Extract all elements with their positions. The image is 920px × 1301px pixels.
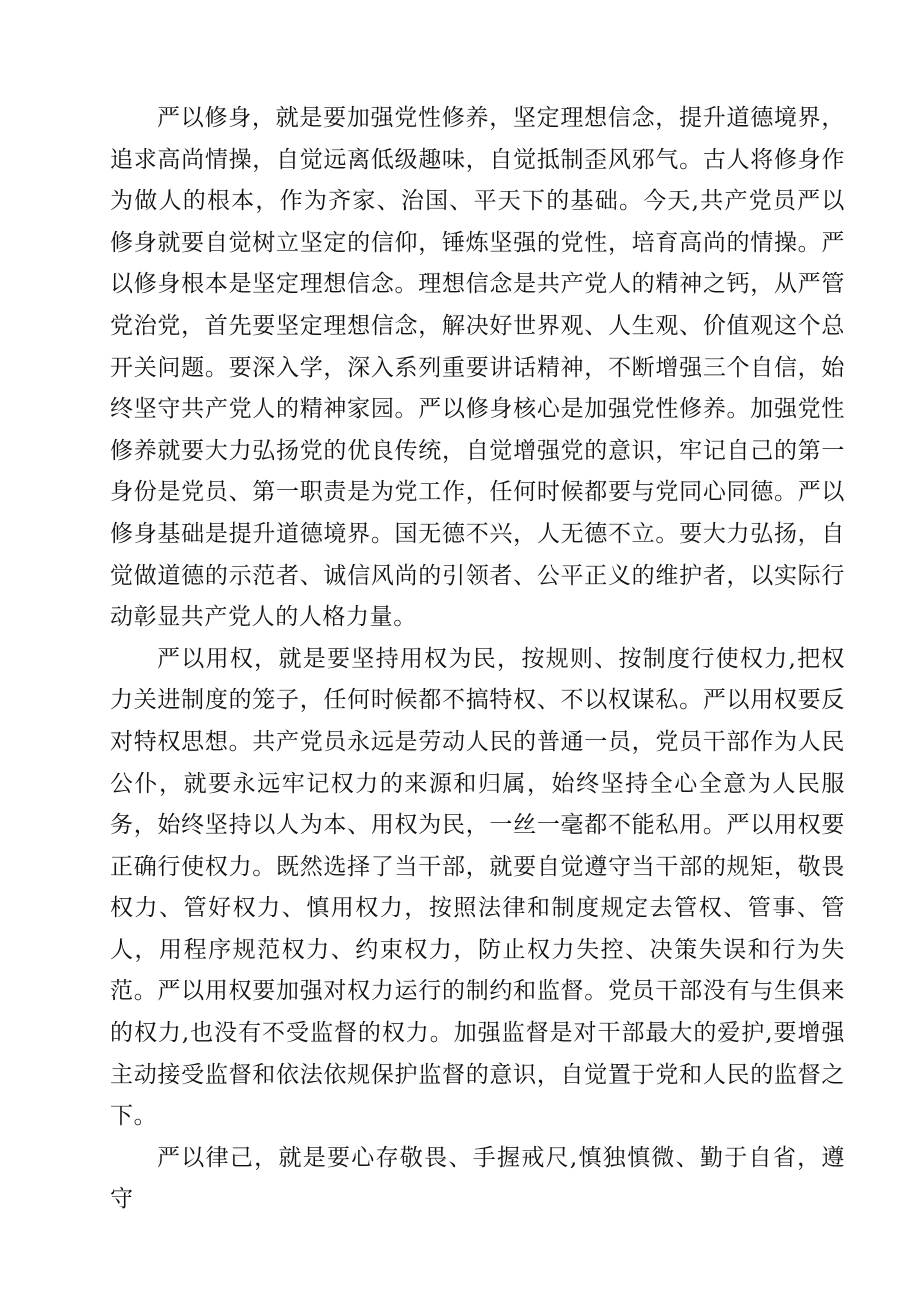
paragraph-strict-self-discipline: 严以律己，就是要心存敬畏、手握戒尺,慎独慎微、勤于自省，遵守 (110, 1144, 845, 1213)
document-body (110, 98, 845, 1221)
paragraph-strict-self-cultivation: 严以修身，就是要加强党性修养，坚定理想信念，提升道德境界，追求高尚情操，自觉远离低级趣味，自觉抵制歪风邪气。古人将修身作为做人的根本，作为齐家、治国、平天下的基础。今天,共产党员严以修身就要自觉树立坚定的信仰，锤炼坚强的党性，培育高尚的情操。严以修身根本是坚定理想信念。理想信念是共产党人的精神之钙，从严管党治党，首先要坚定理想信念，解决好世界观、人生观、价值观这个总开关问题。要深入学，深入系列重要讲话精神，不断增强三个自信，始终坚守共产党人的精神家园。严以修身核心是加强党性修养。加强党性修养就要大力弘扬党的优良传统，自觉增强党的意识，牢记自己的第一身份是党员、第一职责是为党工作，任何时候都要与党同心同德。严以修身基础是提升道德境界。国无德不兴，人无德不立。要大力弘扬，自觉做道德的示范者、诚信风尚的引领者、公平正义的维护者，以实际行动彰显共产党人的人格力量。 (110, 105, 845, 631)
paragraph-strict-use-of-power: 严以用权，就是要坚持用权为民，按规则、按制度行使权力,把权力关进制度的笼子，任何时候都不搞特权、不以权谋私。严以用权要反对特权思想。共产党员永远是劳动人民的普通一员，党员干部作为人民公仆，就要永远牢记权力的来源和归属，始终坚持全心全意为人民服务，始终坚持以人为本、用权为民，一丝一毫都不能私用。严以用权要正确行使权力。既然选择了当干部，就要自觉遵守当干部的规矩，敬畏权力、管好权力、慎用权力，按照法律和制度规定去管权、管事、管人，用程序规范权力、约束权力，防止权力失控、决策失误和行为失范。严以用权要加强对权力运行的制约和监督。党员干部没有与生俱来的权力,也没有不受监督的权力。加强监督是对干部最大的爱护,要增强主动接受监督和依法依规保护监督的意识，自觉置于党和人民的监督之下。 (110, 645, 845, 1130)
